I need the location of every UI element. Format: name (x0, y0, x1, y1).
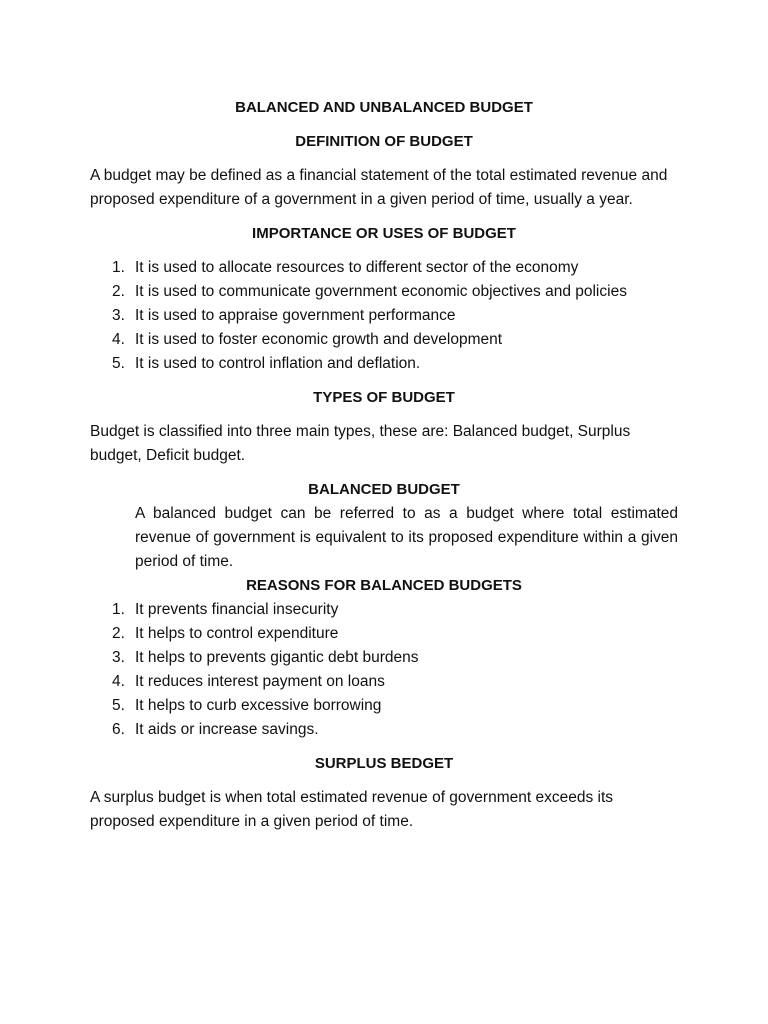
list-item (90, 304, 678, 328)
list-item (90, 622, 678, 646)
list-item-number: 1. (112, 601, 125, 618)
list-item-number: 5. (112, 697, 125, 714)
types-heading: TYPES OF BUDGET (313, 389, 455, 406)
list-item (90, 256, 678, 280)
definition-paragraph: A budget may be defined as a financial statement of the total estimated revenue and proposed expenditure of a government in a given period of time, usually a year. (90, 167, 668, 208)
list-item-number: 4. (112, 673, 125, 690)
list-item-number: 2. (112, 625, 125, 642)
list-item-number: 3. (112, 307, 125, 324)
importance-heading: IMPORTANCE OR USES OF BUDGET (252, 225, 516, 242)
list-item-text: It is used to allocate resources to different sector of the economy (135, 259, 579, 276)
list-item-text: It helps to curb excessive borrowing (135, 697, 382, 714)
list-item-number: 1. (112, 259, 125, 276)
list-item-text: It helps to control expenditure (135, 625, 339, 642)
surplus-budget-heading: SURPLUS BEDGET (314, 755, 454, 772)
list-item-text: It is used to control inflation and deflation. (135, 355, 421, 372)
types-paragraph: Budget is classified into three main types, these are: Balanced budget, Surplus budget, Deficit budget. (90, 423, 631, 464)
list-item (90, 598, 678, 622)
definition-heading: DEFINITION OF BUDGET (295, 133, 473, 150)
list-item-text: It aids or increase savings. (135, 721, 319, 738)
list-item-text: It is used to foster economic growth and development (135, 331, 503, 348)
importance-list (90, 256, 678, 376)
surplus-budget-paragraph: A surplus budget is when total estimated revenue of government exceeds its proposed expenditure in a given period of time. (90, 789, 613, 830)
reasons-list (90, 598, 678, 742)
list-item-number: 3. (112, 649, 125, 666)
list-item (90, 670, 678, 694)
reasons-heading: REASONS FOR BALANCED BUDGETS (246, 577, 522, 594)
list-item (90, 718, 678, 742)
list-item-text: It is used to communicate government economic objectives and policies (135, 283, 627, 300)
list-item-number: 6. (112, 721, 125, 738)
list-item-text: It is used to appraise government performance (135, 307, 456, 324)
list-item (90, 328, 678, 352)
balanced-budget-heading: BALANCED BUDGET (308, 481, 460, 498)
list-item-text: It helps to prevents gigantic debt burdens (135, 649, 419, 666)
list-item (90, 352, 678, 376)
list-item-number: 4. (112, 331, 125, 348)
list-item-text: It reduces interest payment on loans (135, 673, 385, 690)
list-item-number: 5. (112, 355, 125, 372)
list-item (90, 694, 678, 718)
list-item (90, 280, 678, 304)
list-item (90, 646, 678, 670)
list-item-text: It prevents financial insecurity (135, 601, 339, 618)
balanced-budget-paragraph: A balanced budget can be referred to as a budget where total estimated revenue of government is equivalent to its proposed expenditure within a given period of time. (135, 505, 678, 570)
document-title: BALANCED AND UNBALANCED BUDGET (235, 99, 533, 116)
list-item-number: 2. (112, 283, 125, 300)
